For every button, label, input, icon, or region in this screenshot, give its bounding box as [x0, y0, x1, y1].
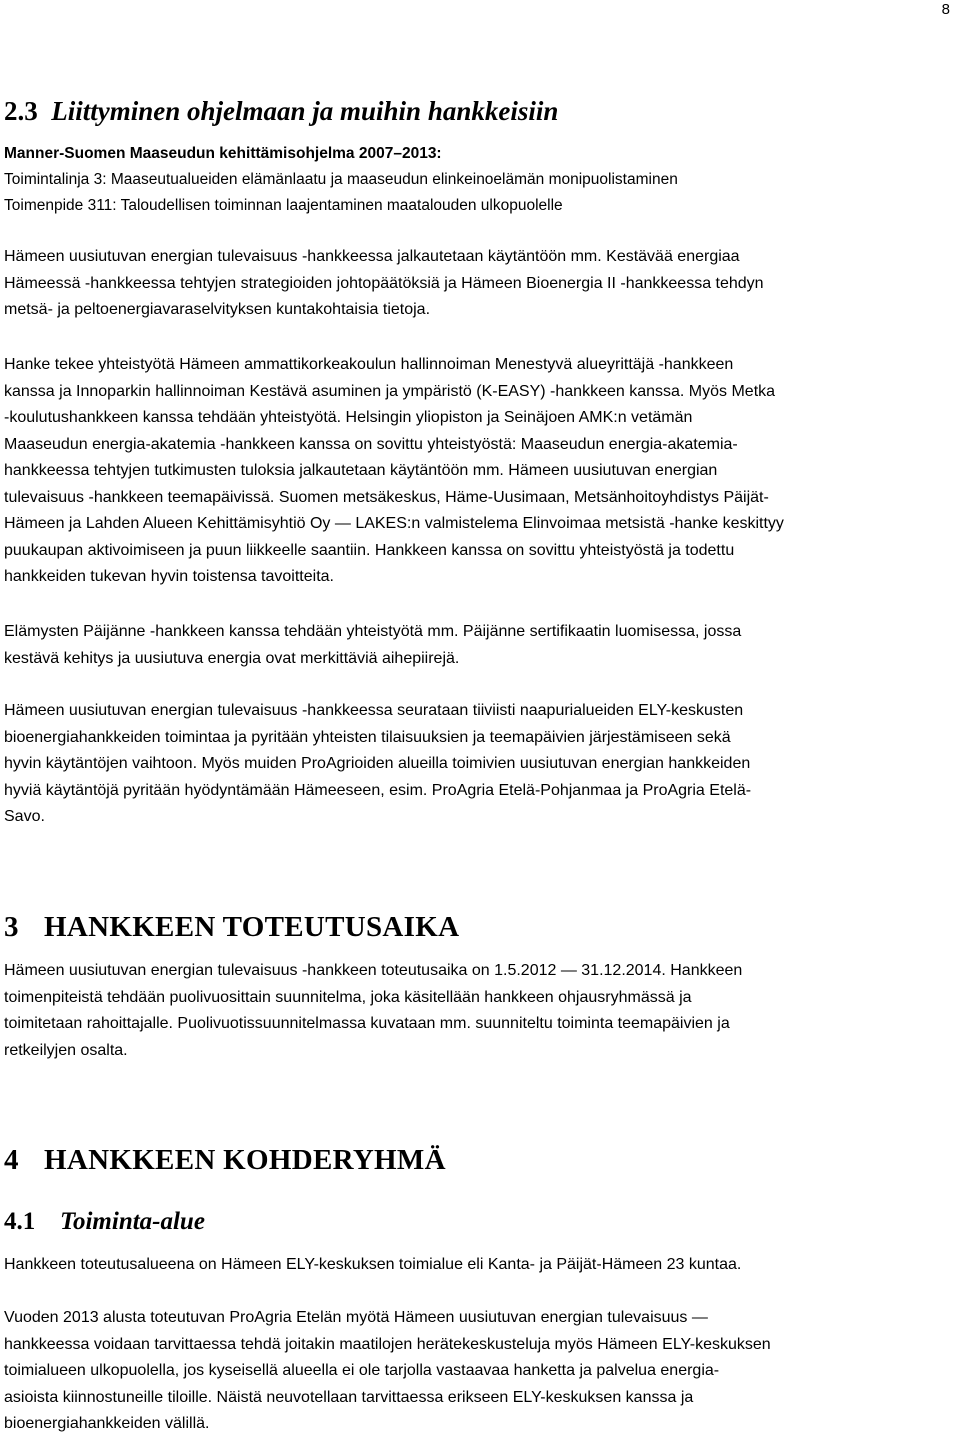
text-line: bioenergiahankkeiden toimintaa ja pyritään yhteisten tilaisuuksien ja teemapäivien järjestämiseen sekä — [4, 728, 731, 746]
text-line: toimenpiteistä tehdään puolivuosittain suunnitelma, joka käsitellään hankkeen ohjausryhmässä ja — [4, 988, 692, 1006]
paragraph — [4, 619, 952, 672]
paragraph — [4, 958, 952, 1064]
paragraph — [4, 244, 952, 324]
program-line: Toimenpide 311: Taloudellisen toiminnan laajentaminen maatalouden ulkopuolelle — [4, 197, 563, 214]
text-line: metsä- ja peltoenergiavaraselvityksen kuntakohtaisia tietoja. — [4, 301, 431, 318]
program-name: Manner-Suomen Maaseudun kehittämisohjelma 2007–2013: — [4, 145, 442, 162]
section-heading-2-3 — [4, 94, 558, 128]
section-title: HANKKEEN KOHDERYHMÄ — [44, 1144, 446, 1176]
text-line: Hämeen ja Lahden Alueen Kehittämisyhtiö Oy — LAKES:n valmistelema Elinvoimaa metsistä -hanke keskittyy — [4, 515, 784, 532]
text-line: hankkeessa tehtyjen tutkimusten tuloksia jalkautetaan käytäntöön mm. Hämeen uusiutuvan energian — [4, 462, 718, 479]
text-line: kestävä kehitys ja uusiutuva energia ovat merkittäviä aihepiirejä. — [4, 649, 460, 667]
section-title: HANKKEEN TOTEUTUSAIKA — [44, 911, 460, 943]
text-line: retkeilyjen osalta. — [4, 1041, 128, 1059]
text-line: Maaseudun energia-akatemia -hankkeen kanssa on sovittu yhteistyöstä: Maaseudun energia-akatemia- — [4, 435, 738, 453]
section-title: Toiminta-alue — [60, 1208, 205, 1235]
text-line: tulevaisuus -hankkeen teemapäivissä. Suomen metsäkeskus, Häme-Uusimaan, Metsänhoitoyhdistys Päijät- — [4, 488, 769, 506]
text-line: Hämeessä -hankkeessa tehtyjen strategioiden johtopäätöksiä ja Hämeen Bioenergia II -hankkeessa tehdyn — [4, 274, 764, 292]
paragraph — [4, 1305, 952, 1438]
section-number: 3 — [4, 911, 19, 943]
page-number: 8 — [941, 1, 950, 18]
paragraph — [4, 1252, 952, 1279]
section-number: 2.3 — [4, 96, 38, 126]
section-number: 4.1 — [4, 1208, 36, 1235]
text-line: Hämeen uusiutuvan energian tulevaisuus -hankkeessa jalkautetaan käytäntöön mm. Kestävää energiaa — [4, 248, 740, 265]
section-heading-3 — [4, 909, 459, 945]
text-line: -koulutushankkeen kanssa tehdään yhteistyötä. Helsingin yliopiston ja Seinäjoen AMK:n vetämän — [4, 409, 693, 426]
paragraph — [4, 698, 952, 831]
text-line: Hankkeen toteutusalueena on Hämeen ELY-keskuksen toimialue eli Kanta- ja Päijät-Hämeen 23 kuntaa. — [4, 1256, 742, 1273]
section-number: 4 — [4, 1144, 19, 1176]
program-info — [4, 141, 949, 219]
text-line: puukaupan aktivoimiseen ja puun liikkeelle saantiin. Hankkeen kanssa on sovittu yhteistyöstä ja todettu — [4, 541, 735, 559]
text-line: hyviä käytäntöjä pyritään hyödyntämään Hämeeseen, esim. ProAgria Etelä-Pohjanmaa ja ProAgria Etelä- — [4, 781, 752, 799]
text-line: Elämysten Päijänne -hankkeen kanssa tehdään yhteistyötä mm. Päijänne sertifikaatin luomisessa, jossa — [4, 623, 742, 640]
text-line: hankkeessa voidaan tarvittaessa tehdä joitakin maatilojen herätekeskusteluja myös Hämeen ELY-keskuksen — [4, 1335, 771, 1353]
section-heading-4 — [4, 1142, 446, 1178]
text-line: Hämeen uusiutuvan energian tulevaisuus -hankkeessa seurataan tiiviisti naapurialueiden ELY-keskusten — [4, 702, 744, 719]
text-line: Vuoden 2013 alusta toteutuvan ProAgria Etelän myötä Hämeen uusiutuvan energian tulevaisuus — — [4, 1309, 708, 1326]
text-line: kanssa ja Innoparkin hallinnoiman Kestävä asuminen ja ympäristö (K-EASY) -hankkeen kanssa. Myös Metka — [4, 382, 776, 400]
paragraph — [4, 352, 952, 591]
program-line: Toimintalinja 3: Maaseutualueiden elämänlaatu ja maaseudun elinkeinoelämän monipuolistaminen — [4, 171, 678, 188]
text-line: Hanke tekee yhteistyötä Hämeen ammattikorkeakoulun hallinnoiman Menestyvä alueyrittäjä -hankkeen — [4, 356, 734, 373]
section-title: Liittyminen ohjelmaan ja muihin hankkeisiin — [51, 96, 559, 126]
text-line: toimialueen ulkopuolella, jos kyseisellä alueella ei ole tarjolla vastaavaa hanketta ja palvelua energia- — [4, 1362, 720, 1379]
text-line: Hämeen uusiutuvan energian tulevaisuus -hankkeen toteutusaika on 1.5.2012 — 31.12.2014. Hankkeen — [4, 962, 743, 979]
text-line: Savo. — [4, 808, 45, 825]
text-line: hankkeiden tukevan hyvin toistensa tavoitteita. — [4, 568, 334, 585]
text-line: asioista kiinnostuneille tiloille. Näistä neuvotellaan tarvittaessa erikseen ELY-keskuksen kanssa ja — [4, 1388, 694, 1406]
text-line: bioenergiahankkeiden välillä. — [4, 1415, 210, 1432]
text-line: toimitetaan rahoittajalle. Puolivuotissuunnitelmassa kuvataan mm. suunniteltu toiminta teemapäivien ja — [4, 1015, 730, 1032]
text-line: hyvin käytäntöjen vaihtoon. Myös muiden ProAgrioiden alueilla toimivien uusiutuvan energian hankkeiden — [4, 755, 751, 772]
section-heading-4-1 — [4, 1206, 205, 1238]
